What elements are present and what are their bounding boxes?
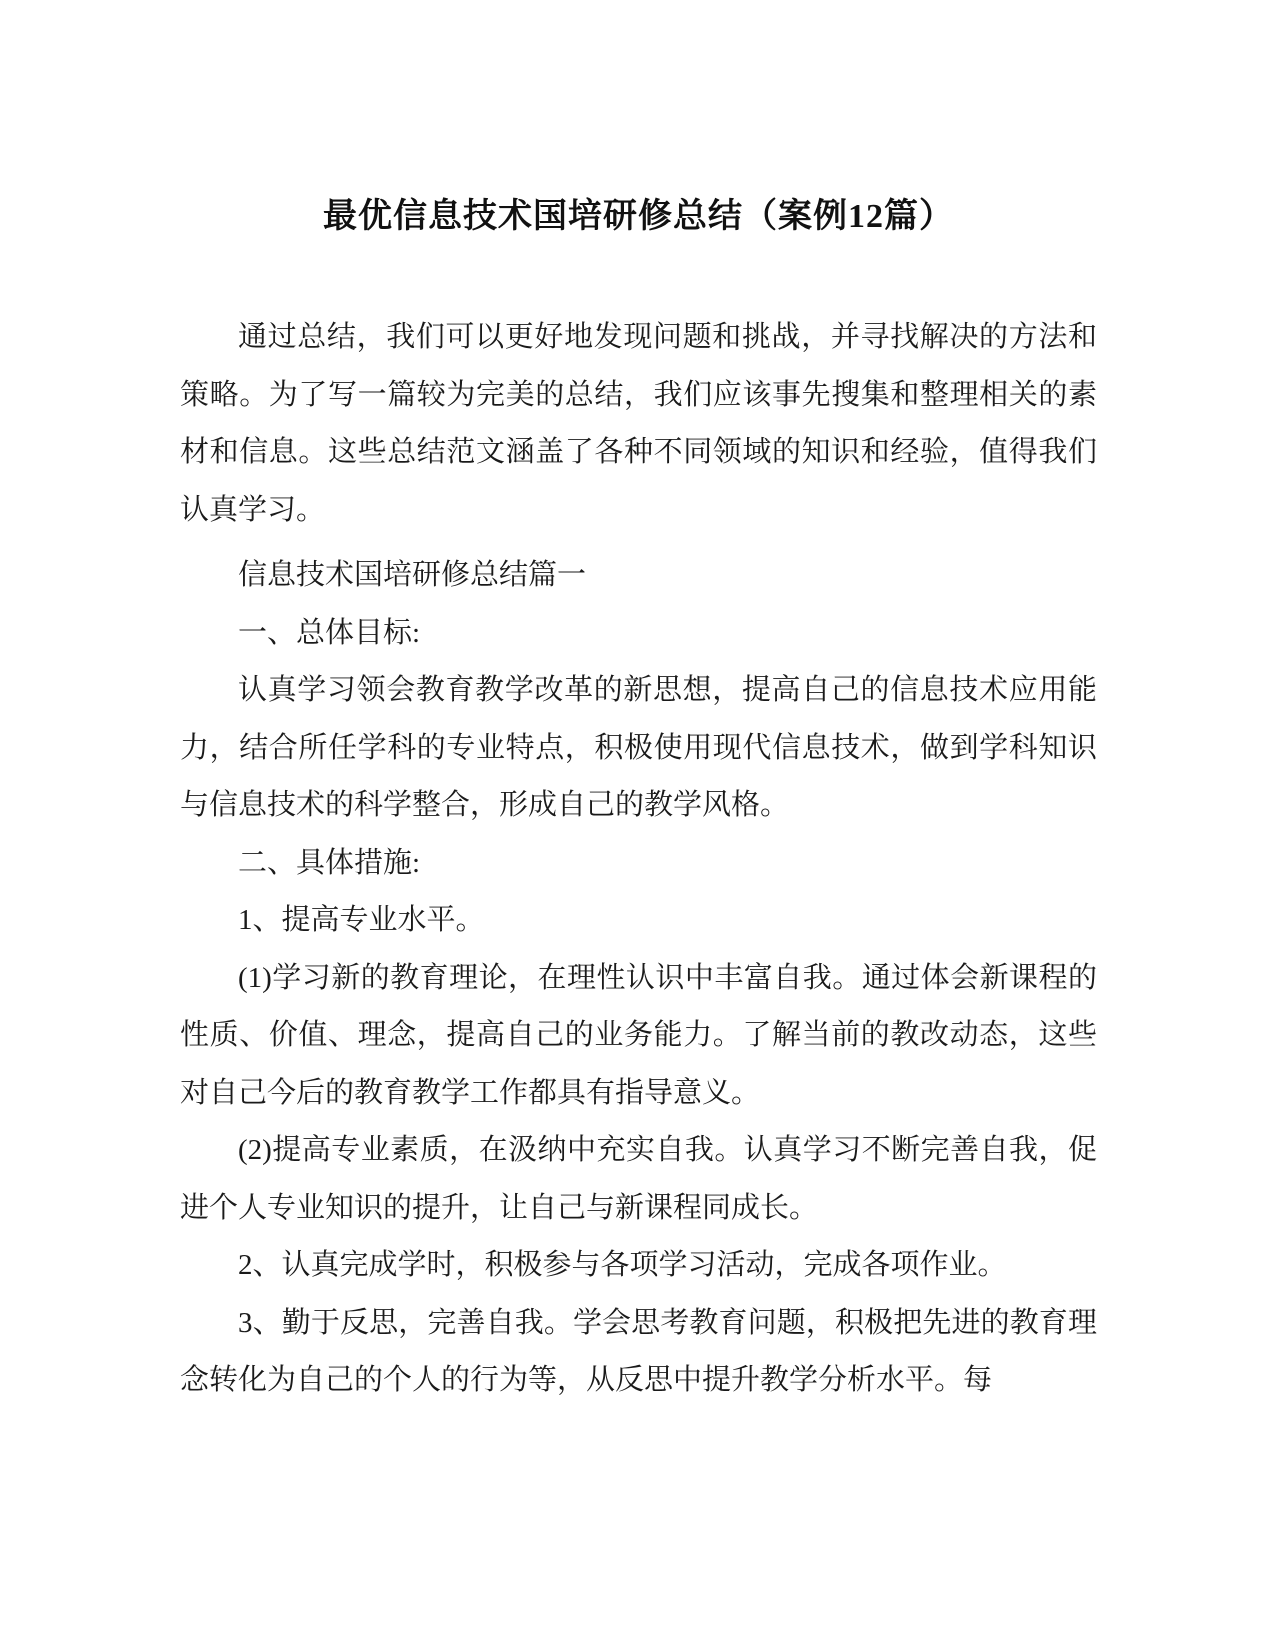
paragraph-measure-1-1: (1)学习新的教育理论，在理性认识中丰富自我。通过体会新课程的性质、价值、理念，提高自己的业务能力。了解当前的教改动态，这些对自己今后的教育教学工作都具有指导意义。 [180,961,1097,1109]
paragraph-measure-1: 1、提高专业水平。 [238,904,485,936]
document-body [180,309,1097,1410]
document-title: 最优信息技术国培研修总结（案例12篇） [323,198,954,235]
paragraph-measure-3: 3、勤于反思，完善自我。学会思考教育问题，积极把先进的教育理念转化为自己的个人的行为等，从反思中提升教学分析水平。每 [180,1306,1097,1396]
paragraph-heading-measures: 二、具体措施: [238,846,421,879]
paragraph-heading-overall-goal: 一、总体目标: [238,616,421,649]
paragraph-intro: 通过总结，我们可以更好地发现问题和挑战，并寻找解决的方法和策略。为了写一篇较为完美的总结，我们应该事先搜集和整理相关的素材和信息。这些总结范文涵盖了各种不同领域的知识和经验，值得我们认真学习。 [180,321,1097,526]
paragraph-measure-2: 2、认真完成学时，积极参与各项学习活动，完成各项作业。 [238,1249,1007,1281]
paragraph-measure-1-2: (2)提高专业素质，在汲纳中充实自我。认真学习不断完善自我，促进个人专业知识的提升，让自己与新课程同成长。 [180,1134,1097,1224]
paragraph-goal-body: 认真学习领会教育教学改革的新思想，提高自己的信息技术应用能力，结合所任学科的专业特点，积极使用现代信息技术，做到学科知识与信息技术的科学整合，形成自己的教学风格。 [180,674,1097,821]
paragraph-series-heading: 信息技术国培研修总结篇一 [238,559,587,591]
